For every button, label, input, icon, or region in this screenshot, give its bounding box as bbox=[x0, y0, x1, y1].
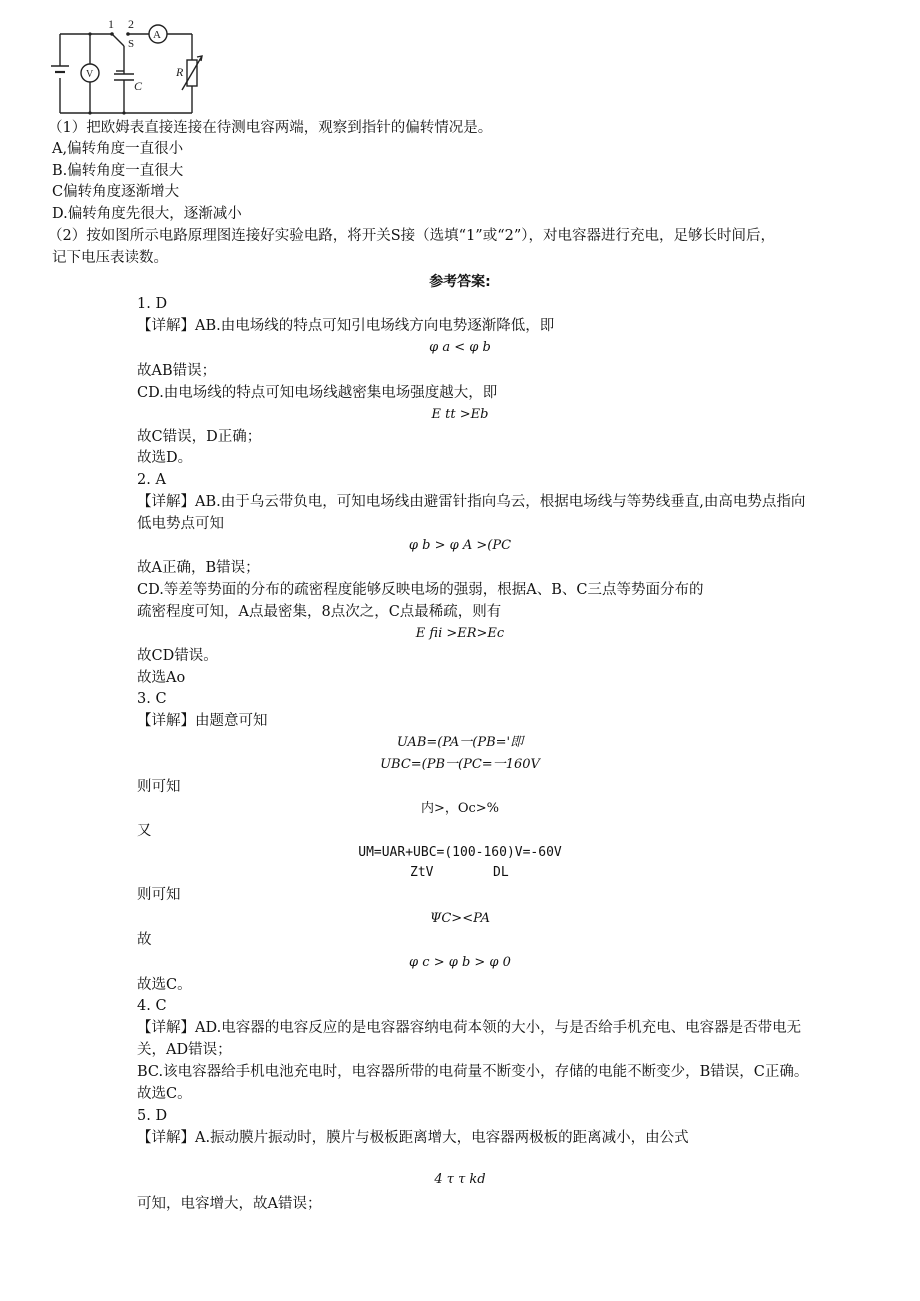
answer-3-detail-1: 【详解】由题意可知 bbox=[137, 713, 268, 729]
answer-3-detail-4: 则可知 bbox=[137, 887, 181, 903]
question-2-line-1: （2）按如图所示电路原理图连接好实验电路，将开关S接（选填“1”或“2”），对电容器进行充电，足够长时间后， bbox=[48, 228, 776, 244]
answer-3-formula-1: UAB=(PA一(PB='即 bbox=[396, 735, 524, 750]
circuit-diagram bbox=[48, 16, 218, 118]
answer-5-formula-1: 4 τ τ kd bbox=[434, 1172, 486, 1187]
answer-3-formula-2: UBC=(PB一(PC=一160V bbox=[380, 757, 540, 772]
answer-3-formula-5a: ZtV bbox=[410, 865, 434, 880]
label-resistor: R bbox=[176, 65, 184, 79]
answer-4-detail-1: 【详解】AD.电容器的电容反应的是电容器容纳电荷本领的大小，与是否给手机充电、电容器是否带电无 bbox=[137, 1020, 802, 1036]
answer-2-detail-4: CD.等差等势面的分布的疏密程度能够反映电场的强弱，根据A、B、C三点等势面分布的 bbox=[137, 582, 704, 598]
answer-3-formula-7: φ c > φ b > φ 0 bbox=[409, 955, 511, 970]
answer-3-detail-6: 故选C。 bbox=[137, 977, 192, 993]
answer-3-number: 3. C bbox=[137, 691, 167, 707]
answer-3-detail-3: 又 bbox=[137, 823, 152, 839]
answer-5-detail-2: 可知，电容增大，故A错误； bbox=[137, 1196, 322, 1212]
answer-1-detail-2: 故AB错误； bbox=[137, 363, 217, 379]
option-d: D.偏转角度先很大，逐渐减小 bbox=[52, 206, 242, 222]
answer-2-number: 2. A bbox=[137, 472, 166, 488]
answer-2-formula-1: φ b > φ A >(PC bbox=[408, 538, 512, 553]
answer-3-formula-5b: DL bbox=[493, 865, 509, 880]
answer-1-detail-3: CD.由电场线的特点可知电场线越密集电场强度越大，即 bbox=[137, 385, 498, 401]
answer-2-detail-6: 故CD错误。 bbox=[137, 648, 218, 664]
answer-3-formula-3: 内>，Oc>% bbox=[420, 801, 500, 816]
answer-3-detail-2: 则可知 bbox=[137, 779, 181, 795]
answer-1-number: 1. D bbox=[137, 296, 168, 312]
answer-4-detail-2: 关，AD错误； bbox=[137, 1042, 232, 1058]
answer-1-formula-1: φ a < φ b bbox=[429, 340, 491, 355]
label-s: S bbox=[128, 38, 135, 50]
question-2-line-2: 记下电压表读数。 bbox=[52, 250, 168, 266]
answer-5-number: 5. D bbox=[137, 1108, 168, 1124]
answers-title: 参考答案: bbox=[429, 274, 491, 290]
answer-5-detail-1: 【详解】A.振动膜片振动时，膜片与极板距离增大，电容器两极板的距离减小，由公式 bbox=[137, 1130, 689, 1146]
answer-2-detail-1: 【详解】AB.由于乌云带负电，可知电场线由避雷针指向乌云，根据电场线与等势线垂直,由高电势点指向 bbox=[137, 494, 806, 510]
answer-1-detail-1: 【详解】AB.由电场线的特点可知引电场线方向电势逐渐降低，即 bbox=[137, 318, 555, 334]
label-voltmeter: V bbox=[86, 69, 94, 80]
answer-3-detail-5: 故 bbox=[137, 932, 152, 948]
answer-3-formula-6: ΨC><PA bbox=[429, 911, 491, 926]
label-2: 2 bbox=[128, 17, 134, 31]
answer-4-number: 4. C bbox=[137, 998, 167, 1014]
question-1: （1）把欧姆表直接连接在待测电容两端，观察到指针的偏转情况是。 bbox=[48, 120, 493, 136]
answer-2-detail-7: 故选Ao bbox=[137, 670, 186, 686]
answer-2-detail-2: 低电势点可知 bbox=[137, 516, 224, 532]
label-capacitor: C bbox=[134, 79, 143, 93]
option-b: B.偏转角度一直很大 bbox=[52, 163, 184, 179]
answer-1-detail-4: 故C错误，D正确； bbox=[137, 429, 262, 445]
option-a: A,偏转角度一直很小 bbox=[52, 141, 184, 157]
label-ammeter: A bbox=[153, 29, 161, 41]
answer-3-formula-4: UM=UAR+UBC=(100-160)V=-60V bbox=[358, 845, 562, 860]
answer-4-detail-3: BC.该电容器给手机电池充电时，电容器所带的电荷量不断变小，存储的电能不断变少，B错误，C正确。 bbox=[137, 1064, 809, 1080]
answer-2-detail-3: 故A正确，B错误； bbox=[137, 560, 260, 576]
label-1: 1 bbox=[108, 17, 114, 31]
answer-4-detail-4: 故选C。 bbox=[137, 1086, 192, 1102]
answer-1-detail-5: 故选D。 bbox=[137, 450, 193, 466]
answer-1-formula-2: E tt >Eb bbox=[431, 407, 489, 422]
answer-2-formula-2: E fii >ER>Ec bbox=[415, 626, 505, 641]
answer-2-detail-5: 疏密程度可知，A点最密集，8点次之，C点最稀疏，则有 bbox=[137, 604, 502, 620]
option-c: C偏转角度逐渐增大 bbox=[52, 184, 180, 200]
